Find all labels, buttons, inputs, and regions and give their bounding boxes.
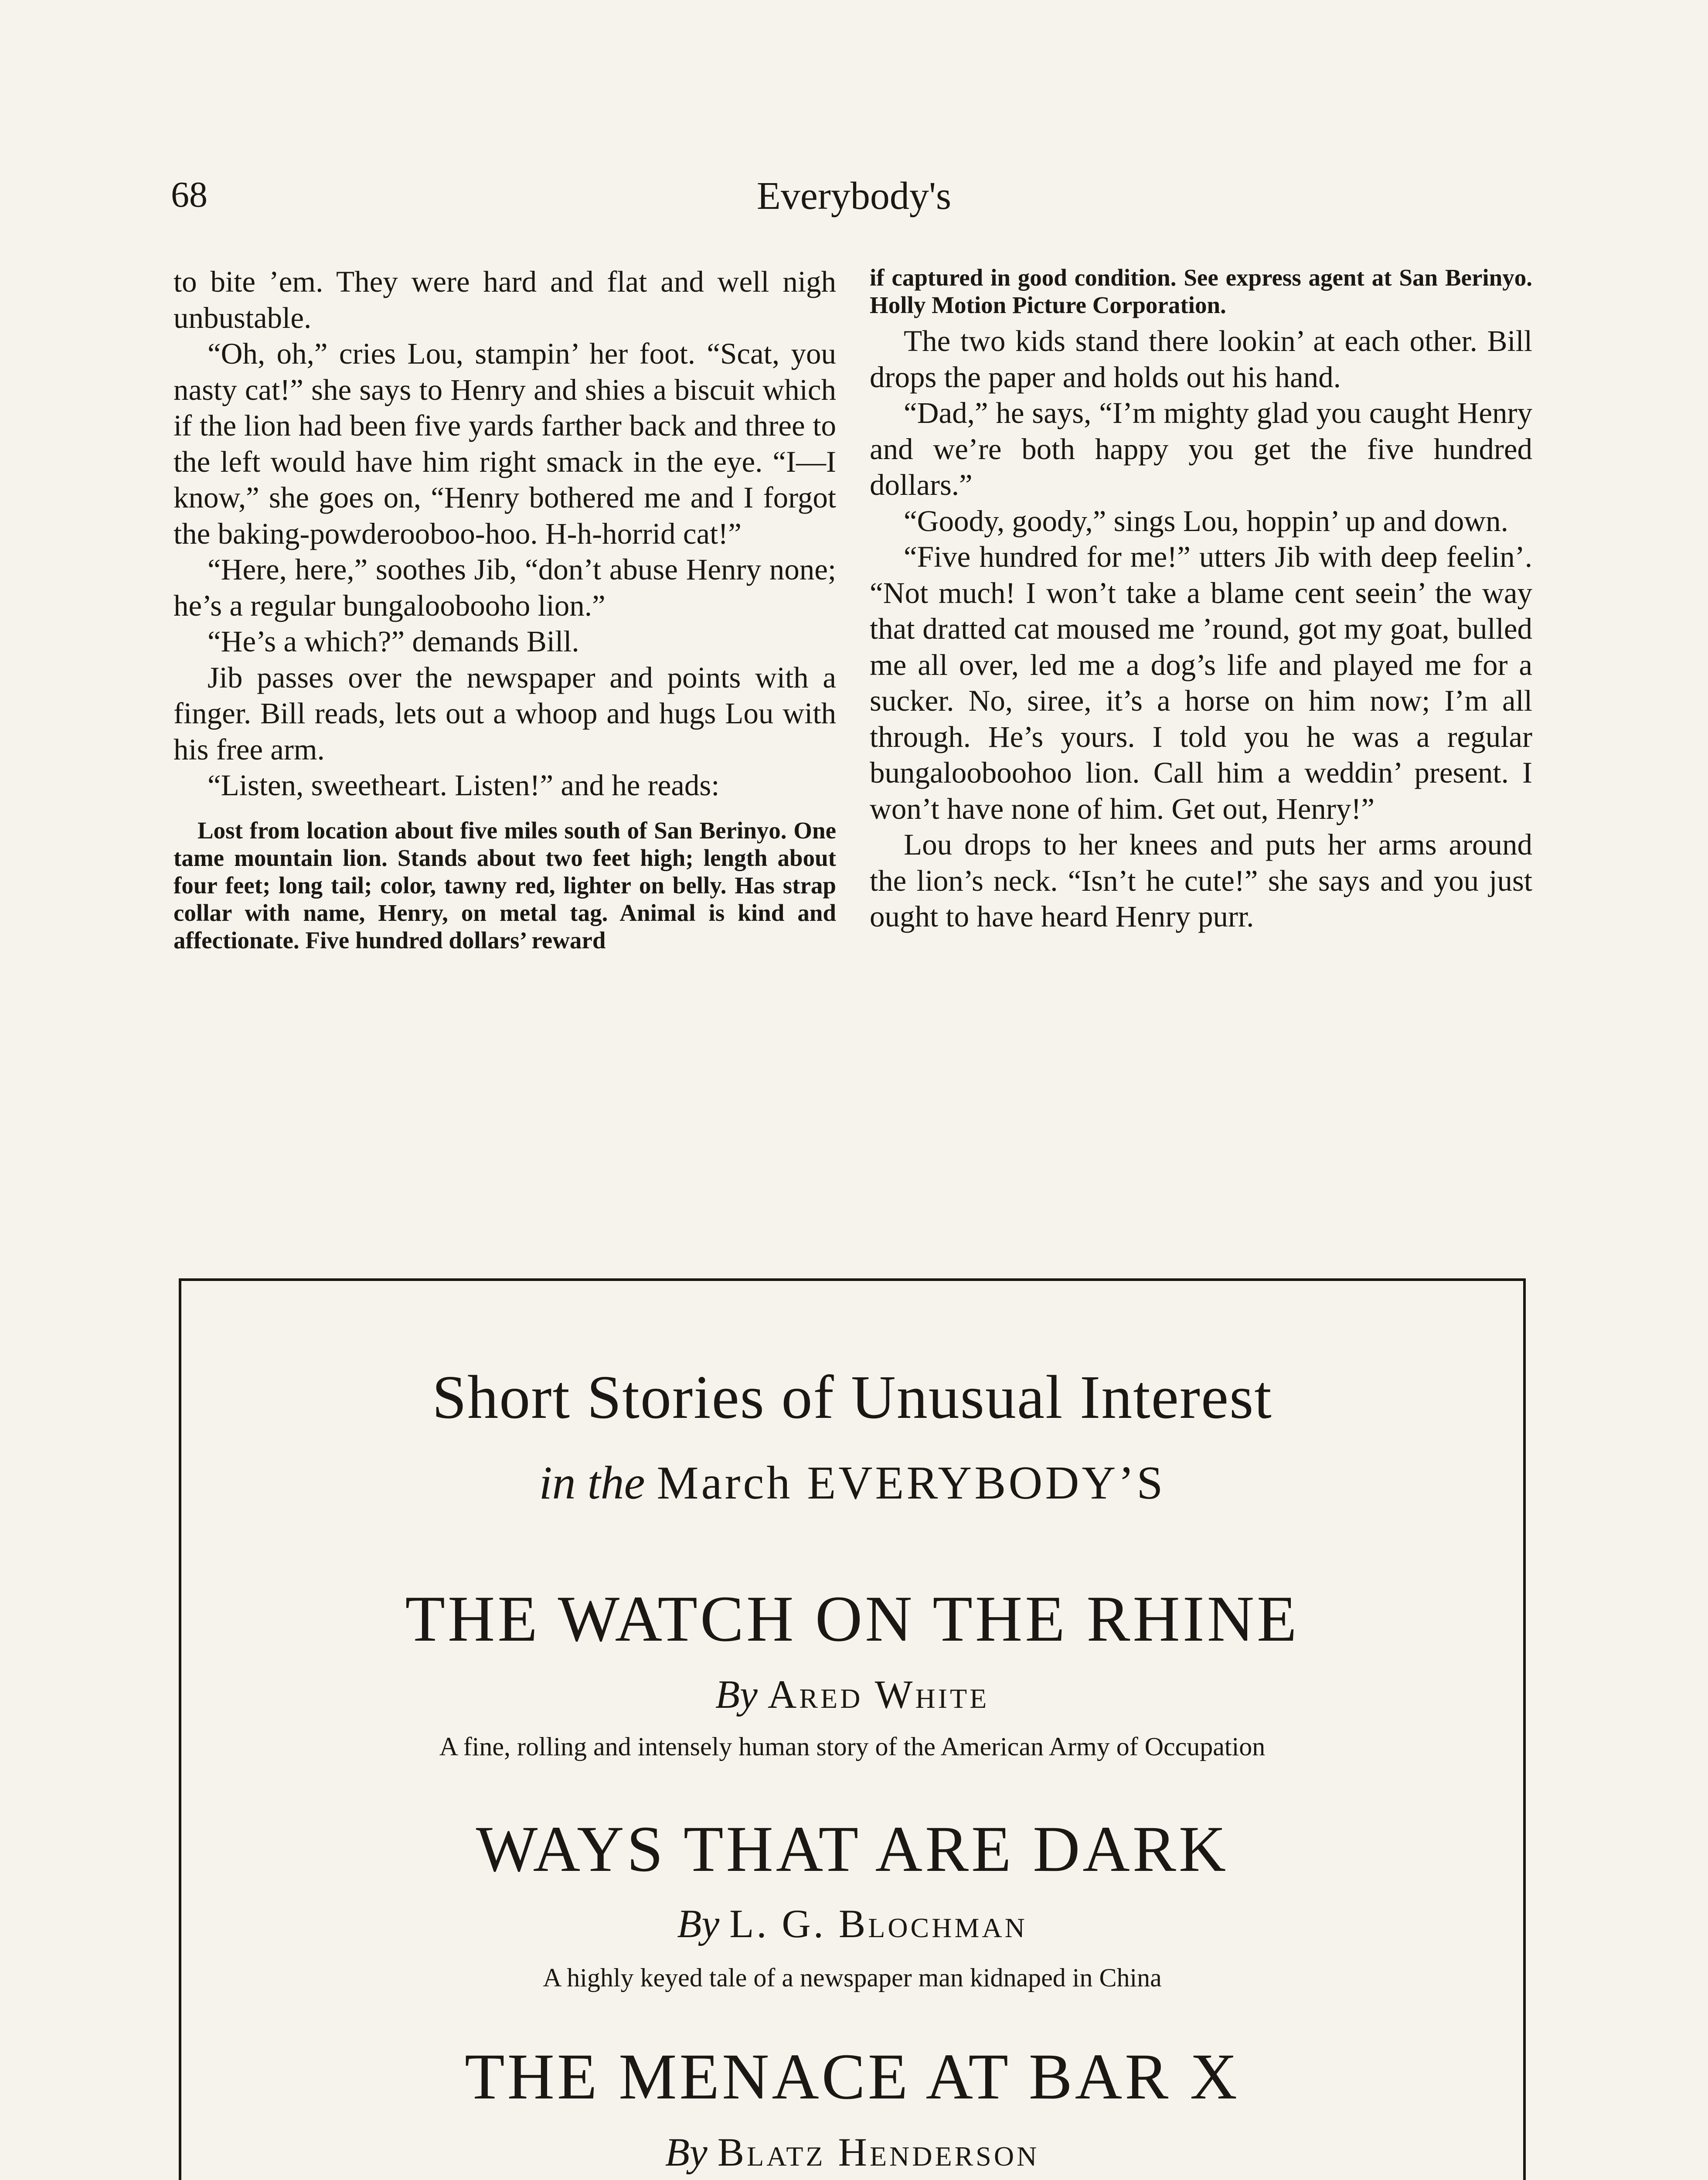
left-text-column bbox=[174, 264, 836, 954]
ad-subheading bbox=[181, 1457, 1523, 1509]
paragraph: “Five hundred for me!” utters Jib with deep feelin’. “Not much! I won’t take a blame cent seein’ the way that dratted cat moused me ’round, got my goat, bulled me all over, led me a dog’s life and played me for a sucker. No, siree, it’s a horse on him now; I’m all through. He’s yours. I told you he was a regular bungalooboohoo lion. Call him a weddin’ present. I won’t have none of him. Get out, Henry!” bbox=[870, 540, 1532, 825]
lost-lion-notice: Lost from location about five miles south of San Berinyo. One tame mountain lion. Stands about two feet high; length about four feet; long tail; color, tawny red, lighter on belly. Has strap collar with name, Henry, on metal tag. Animal is kind and affectionate. Five hundred dollars’ reward bbox=[174, 817, 836, 954]
byline-by: By bbox=[677, 1901, 720, 1946]
paragraph: The two kids stand there lookin’ at each other. Bill drops the paper and holds out his hand. bbox=[870, 324, 1532, 394]
paragraph: “Dad,” he says, “I’m mighty glad you caught Henry and we’re both happy you get the five hundred dollars.” bbox=[870, 396, 1532, 501]
paragraph: to bite ’em. They were hard and flat and well nigh unbustable. bbox=[174, 265, 836, 334]
story-author: Ared White bbox=[767, 1672, 990, 1717]
magazine-title: Everybody's bbox=[756, 174, 952, 218]
paragraph: “He’s a which?” demands Bill. bbox=[208, 625, 579, 658]
story-blurb: A fine, rolling and intensely human story of the American Army of Occupation bbox=[439, 1732, 1266, 1761]
ad-subheading-prefix: in the bbox=[539, 1457, 645, 1509]
story-title: THE WATCH ON THE RHINE bbox=[405, 1583, 1300, 1655]
right-text-column bbox=[870, 264, 1532, 935]
ad-subheading-issue: March EVERYBODY’S bbox=[657, 1457, 1166, 1509]
story-byline bbox=[181, 2132, 1523, 2172]
byline-by: By bbox=[665, 2130, 708, 2174]
paragraph: Lou drops to her knees and puts her arms around the lion’s neck. “Isn’t he cute!” she says and you just ought to have heard Henry purr. bbox=[870, 828, 1532, 933]
page-number: 68 bbox=[171, 174, 208, 215]
story-byline bbox=[181, 1901, 1523, 1946]
paragraph: Jib passes over the newspaper and points with a finger. Bill reads, lets out a whoop and hugs Lou with his free arm. bbox=[174, 661, 836, 766]
story-blurb: A highly keyed tale of a newspaper man kidnaped in China bbox=[543, 1963, 1162, 1992]
lost-lion-notice-continued: if captured in good condition. See express agent at San Berinyo. Holly Motion Picture Corporation. bbox=[870, 264, 1532, 318]
byline-by: By bbox=[715, 1672, 758, 1717]
advertisement-box bbox=[179, 1278, 1526, 2180]
paragraph: “Listen, sweetheart. Listen!” and he reads: bbox=[208, 769, 720, 802]
paragraph: “Oh, oh,” cries Lou, stampin’ her foot. “Scat, you nasty cat!” she says to Henry and shies a biscuit which if the lion had been five yards farther back and three to the left would have him right smack in the eye. “I—I know,” she goes on, “Henry bothered me and I forgot the baking-powderooboo-hoo. H-h-horrid cat!” bbox=[174, 337, 836, 550]
ad-heading: Short Stories of Unusual Interest bbox=[432, 1362, 1272, 1431]
story-author: L. G. Blochman bbox=[729, 1901, 1028, 1946]
paragraph: “Here, here,” soothes Jib, “don’t abuse Henry none; he’s a regular bungaloobooho lion.” bbox=[174, 553, 836, 622]
paragraph: “Goody, goody,” sings Lou, hoppin’ up and down. bbox=[904, 504, 1508, 538]
story-byline bbox=[181, 1672, 1523, 1717]
story-title: THE MENACE AT BAR X bbox=[465, 2040, 1240, 2113]
story-author: Blatz Henderson bbox=[717, 2130, 1040, 2174]
story-title: WAYS THAT ARE DARK bbox=[476, 1813, 1229, 1885]
